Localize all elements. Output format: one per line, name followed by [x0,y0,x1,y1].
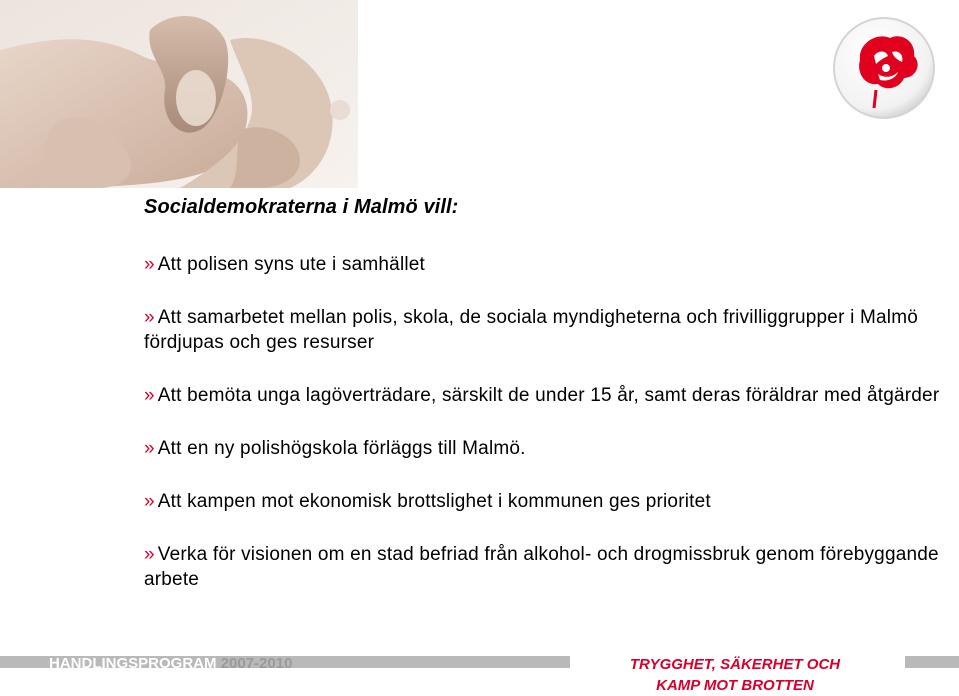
bullet-mark: » [144,254,155,275]
bullet-item [144,436,944,461]
bullet-text: Att en ny polishögskola förläggs till Malmö. [157,438,526,459]
bullet-item [144,489,944,514]
bullet-mark: » [144,307,155,328]
bullet-item [144,383,944,408]
bullet-mark: » [144,491,155,512]
bullet-text: Att polisen syns ute i samhället [157,254,426,275]
bullet-text: Att kampen mot ekonomisk brottslighet i kommunen ges prioritet [157,491,711,512]
bullet-mark: » [144,438,155,459]
page-heading: Socialdemokraterna i Malmö vill: [144,196,459,218]
bullet-text: Att bemöta unga lagöverträdare, särskilt de under 15 år, samt deras föräldrar med åtgärder [157,385,940,406]
bullet-item [144,305,944,355]
footer-program-label: HANDLINGSPROGRAM [49,655,217,672]
bullet-item [144,252,944,277]
hands-photo [0,0,358,188]
bullet-mark: » [144,544,155,565]
footer-program [49,655,292,672]
bullet-item [144,542,944,592]
bullet-text: Verka för visionen om en stad befriad från alkohol- och drogmissbruk genom förebyggande arbete [144,544,939,590]
bullet-list [144,252,944,620]
footer-slogan-line2: KAMP MOT BROTTEN [656,677,814,694]
footer-bar-right [905,656,959,668]
footer-program-years: 2007-2010 [220,655,293,672]
footer-slogan-line1: TRYGGHET, SÄKERHET OCH [629,656,841,673]
bullet-text: Att samarbetet mellan polis, skola, de sociala myndigheterna och frivilliggrupper i Malmö fördjupas och ges resurser [144,307,918,353]
bullet-mark: » [144,385,155,406]
party-logo [830,12,942,124]
